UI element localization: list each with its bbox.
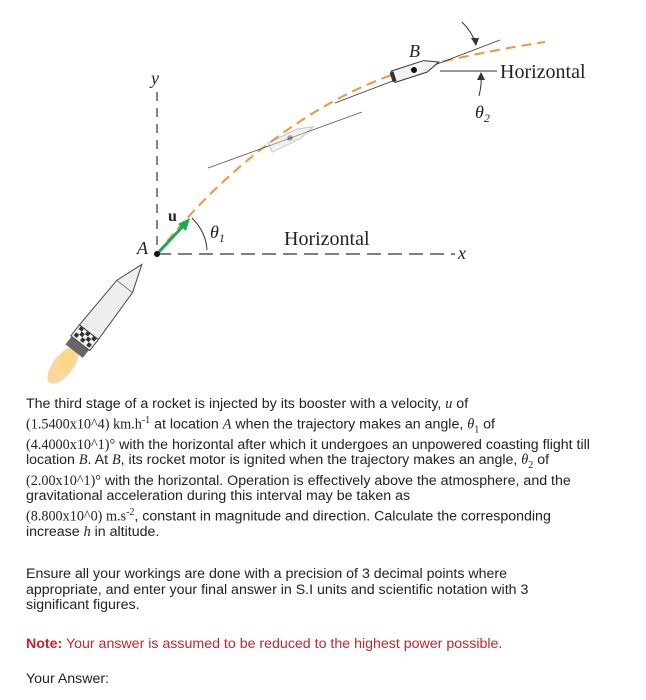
note [26,636,502,652]
point-A [154,251,160,257]
theta1-label: $\theta_1$ [210,222,225,245]
horizontal-label-bottom: Horizontal [284,228,370,250]
theta1-arc [192,218,207,250]
faded-rocket-mid [268,122,316,152]
u-symbol: u [445,396,453,412]
horizontal-label-top: Horizontal [500,61,586,83]
point-A-label: A [137,238,148,258]
point-B-label: B [409,41,420,61]
note-text: Your answer is assumed to be reduced to the highest power possible. [62,636,503,652]
theta2-arrowhead-lower [477,72,485,80]
velocity-arrow-u [157,224,185,254]
y-axis-label: y [151,68,159,88]
problem-statement: The third stage of a rocket is injected by its booster with a velocity, u of (1.5400x10^4) $km.h^{-1}$ at location A when the trajectory makes an angle, $\theta_1$ of (4.4000x10^1)° with the horizontal after which it undergoes an unpowered coasting flight till location B. At B, its rocket motor is ignited when the trajectory makes an angle, $\theta_2$ of (2.00x10^1)° with the horizontal. Operation is effectively above the atmosphere, and the gravitational acceleration during this interval may be taken as (8.800x10^0) $m.s^{-2}$, constant in magnitude and direction. Calculate the corresponding increase h in altitude. [26,396,590,541]
theta1-value: (4.4000x10^1)° [26,436,116,453]
rocket-third-stage [40,257,151,390]
note-label: Note: [26,636,63,652]
theta2-label: $\theta_2$ [475,102,490,125]
x-axis-label: x [458,243,466,263]
your-answer-label: Your Answer: [26,671,110,687]
theta2-value: (2.00x10^1)° [26,472,101,489]
precision-instructions: Ensure all your workings are done with a precision of 3 decimal points where appropriate, and enter your final answer in S.I units and scientific notation with 3 significant figures. [26,566,529,614]
theta2-arrowhead-upper [471,38,479,46]
g-value: (8.800x10^0) m.s [26,508,127,525]
u-value: (1.5400x10^4) km.h [26,416,142,433]
B-symbol-2: B [112,452,121,469]
velocity-label-u: u [168,208,177,225]
